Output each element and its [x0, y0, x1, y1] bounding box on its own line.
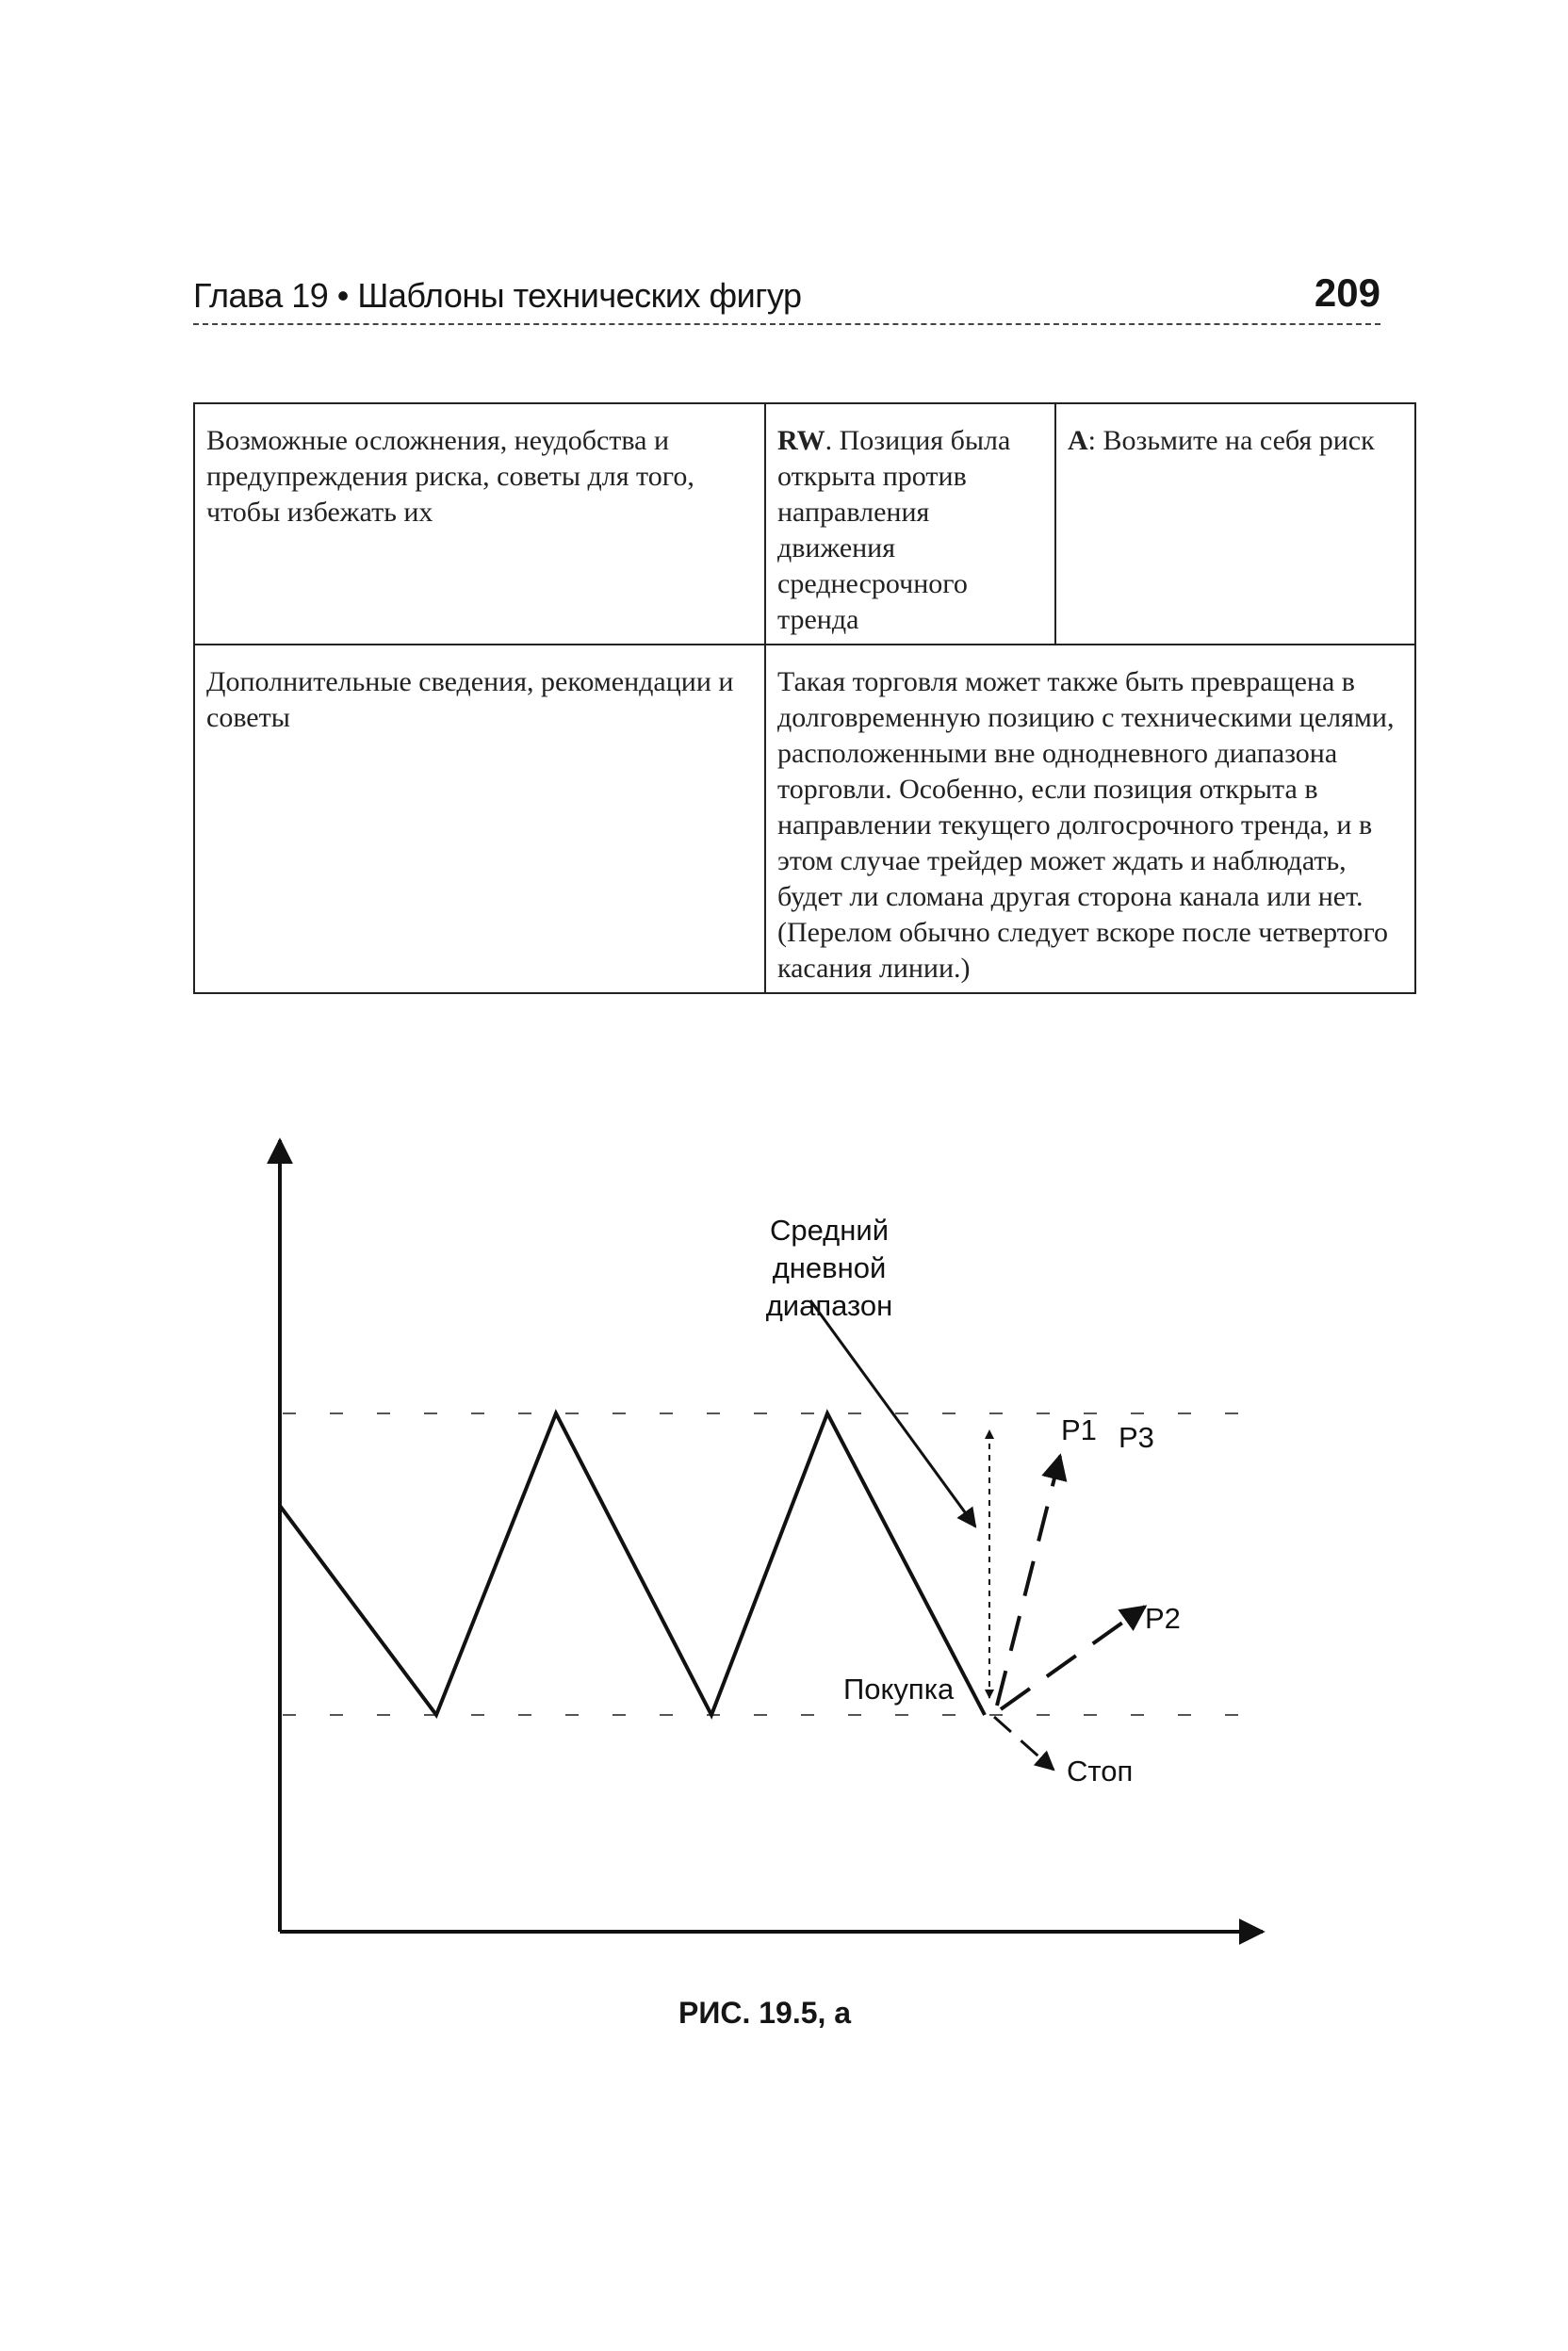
rw-marker: RW [777, 425, 825, 456]
target-p2-label: P2 [1145, 1602, 1181, 1635]
a-cell [1055, 403, 1415, 645]
table-row [194, 645, 1415, 993]
range-label: Средний дневной диапазон [765, 1214, 893, 1322]
stop-label: Стоп [1067, 1755, 1134, 1788]
target-p2-arrow [1001, 1607, 1145, 1709]
chapter-title: Глава 19 • Шаблоны технических фигур [193, 276, 802, 315]
a-marker: A [1068, 425, 1088, 456]
buy-label: Покупка [843, 1673, 955, 1706]
figure-diagram [264, 1121, 1310, 1969]
figure-caption: РИС. 19.5, а [678, 1996, 852, 2030]
target-p1-label: P1 [1061, 1413, 1097, 1446]
target-p1-arrow [997, 1456, 1060, 1706]
stop-arrow [994, 1717, 1054, 1770]
price-zigzag [280, 1413, 985, 1715]
row-label-complications: Возможные осложнения, неудобства и предупреждения риска, советы для того, чтобы избежать их [194, 403, 765, 645]
info-table [193, 402, 1416, 994]
table-row [194, 403, 1415, 645]
running-header [193, 269, 1380, 325]
rw-text: . Позиция была открыта против направления движения среднесрочного тренда [777, 425, 1011, 635]
header-rule [193, 323, 1380, 325]
row-label-additional: Дополнительные сведения, рекомендации и советы [194, 645, 765, 993]
rw-cell [765, 403, 1055, 645]
additional-text: Такая торговля может также быть превращена в долговременную позицию с техническими целями, расположенными вне однодневного диапазона торговли. Особенно, если позиция открыта в направлении текущего долгосрочного тренда, и в этом случае трейдер может ждать и наблюдать, будет ли сломана другая сторона канала или нет. (Перелом обычно следует вскоре после четвертого касания линии.) [765, 645, 1415, 993]
a-text: : Возьмите на себя риск [1087, 425, 1375, 456]
page-number: 209 [1314, 270, 1380, 315]
target-p3-label: P3 [1119, 1421, 1154, 1454]
